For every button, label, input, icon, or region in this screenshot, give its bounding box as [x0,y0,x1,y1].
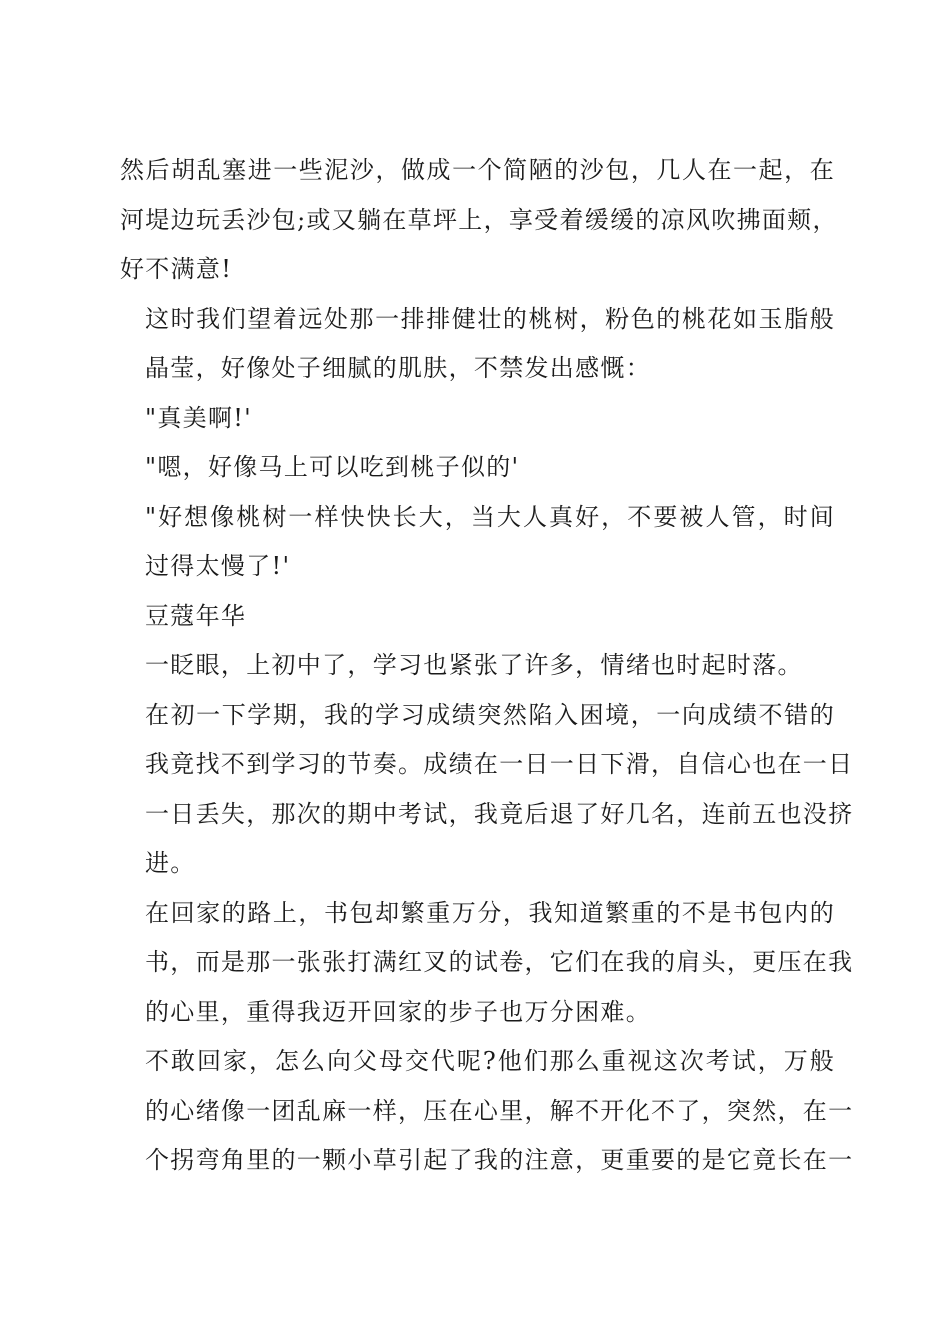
text-line: 一日丢失，那次的期中考试，我竟后退了好几名，连前五也没挤 [145,799,854,828]
text-line: 在初一下学期，我的学习成绩突然陷入困境，一向成绩不错的 [145,700,835,729]
text-line: 书，而是那一张张打满红叉的试卷，它们在我的肩头，更压在我 [145,948,854,976]
document-body [120,146,854,1186]
paragraph [120,889,854,1038]
paragraph [120,1037,854,1186]
paragraph [120,641,835,691]
text-line: 我竟找不到学习的节奏。成绩在一日一日下滑，自信心也在一日 [145,750,854,778]
section-heading [120,592,835,642]
text-line: 的心里，重得我迈开回家的步子也万分困难。 [145,997,651,1026]
text-line: 过得太慢了!' [145,552,291,580]
text-line: 不敢回家，怎么向父母交代呢?他们那么重视这次考试，万般 [145,1047,835,1075]
text-line: 好不满意! [120,255,233,283]
text-line: 个拐弯角里的一颗小草引起了我的注意，更重要的是它竟长在一 [145,1146,854,1174]
text-line: 这时我们望着远处那一排排健壮的桃树，粉色的桃花如玉脂般 [145,304,835,333]
paragraph [120,146,838,295]
paragraph [120,443,835,493]
text-line: 的心绪像一团乱麻一样，压在心里，解不开化不了，突然，在一 [145,1096,854,1125]
text-line: 河堤边玩丢沙包;或又躺在草坪上，享受着缓缓的凉风吹拂面颊， [120,205,838,234]
text-line: "真美啊!' [145,403,253,432]
text-line: 豆蔻年华 [145,601,247,630]
paragraph [120,691,854,889]
text-line: 一眨眼，上初中了，学习也紧张了许多，情绪也时起时落。 [145,651,803,679]
text-line: 晶莹，好像处子细腻的肌肤，不禁发出感慨： [145,354,651,382]
paragraph [120,493,835,592]
text-line: "好想像桃树一样快快长大，当大人真好，不要被人管，时间 [145,502,835,531]
text-line: 进。 [145,849,196,877]
text-line: 在回家的路上，书包却繁重万分，我知道繁重的不是书包内的 [145,898,835,927]
text-line: "嗯，好像马上可以吃到桃子似的' [145,453,520,481]
paragraph [120,394,835,444]
paragraph [120,295,835,394]
text-line: 然后胡乱塞进一些泥沙，做成一个简陋的沙包，几人在一起，在 [120,156,835,184]
